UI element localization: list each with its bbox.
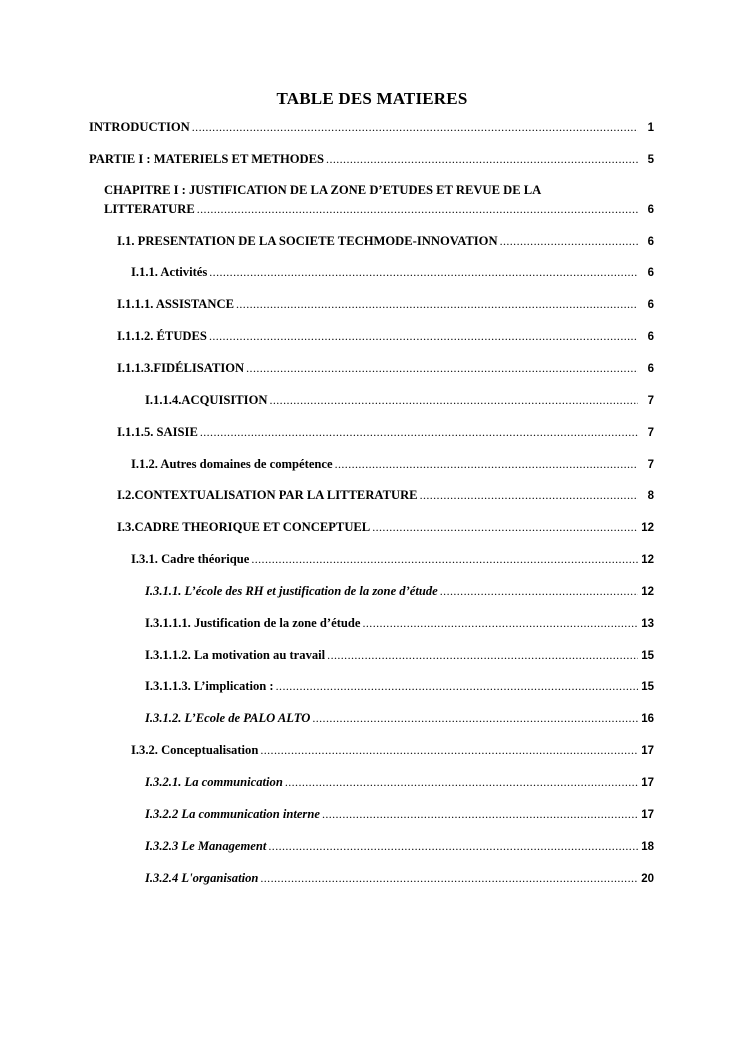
leader-dots [276, 678, 638, 694]
toc-entry[interactable] [89, 151, 654, 168]
toc-page-number: 15 [641, 681, 654, 693]
leader-dots [209, 264, 638, 280]
leader-dots [268, 838, 638, 854]
toc-page-number: 15 [641, 650, 654, 662]
toc-entry[interactable] [131, 456, 654, 473]
leader-dots [260, 742, 638, 758]
toc-entry[interactable] [104, 201, 654, 218]
leader-dots [312, 710, 638, 726]
toc-entry[interactable] [117, 296, 654, 313]
toc-entry[interactable] [145, 647, 654, 664]
toc-entry-title: I.3.1.1.2. La motivation au travail [145, 648, 326, 662]
leader-dots [326, 151, 638, 167]
toc-entry[interactable] [145, 838, 654, 855]
toc-entry-title: I.3.1.1.1. Justification de la zone d’étude [145, 616, 361, 630]
toc-page-number: 12 [641, 554, 654, 566]
toc-page-number: 17 [641, 777, 654, 789]
toc-page-number: 5 [647, 154, 654, 166]
toc-page-number: 6 [647, 236, 654, 248]
toc-entry[interactable] [145, 710, 654, 727]
toc-entry-title: I.3.2.1. La communication [145, 775, 283, 789]
toc-entry[interactable] [131, 264, 654, 281]
toc-entry-title: I.1.1.4.ACQUISITION [145, 393, 268, 407]
leader-dots [197, 201, 638, 217]
toc-page-number: 6 [647, 331, 654, 343]
toc-entry[interactable] [131, 742, 654, 759]
toc-entry[interactable] [145, 615, 654, 632]
toc-entry-title: PARTIE I : MATERIELS ET METHODES [89, 152, 325, 166]
leader-dots [269, 392, 638, 408]
toc-entry-title: I.3.CADRE THEORIQUE ET CONCEPTUEL [117, 520, 371, 534]
toc-entry[interactable] [145, 806, 654, 823]
toc-page-number: 20 [641, 873, 654, 885]
toc-entry-title: I.1. PRESENTATION DE LA SOCIETE TECHMODE-INNOVATION [117, 234, 498, 248]
leader-dots [322, 806, 638, 822]
toc-page-number: 16 [641, 713, 654, 725]
toc-entry[interactable] [145, 392, 654, 409]
toc-entry-title-line1: CHAPITRE I : JUSTIFICATION DE LA ZONE D’ETUDES ET REVUE DE LA [104, 183, 542, 197]
toc-page-number: 12 [641, 522, 654, 534]
toc-entry[interactable] [117, 487, 654, 504]
leader-dots [236, 296, 638, 312]
toc-page-number: 18 [641, 841, 654, 853]
leader-dots [251, 551, 638, 567]
page-title: TABLE DES MATIERES [276, 89, 468, 108]
leader-dots [285, 774, 638, 790]
toc-entry-title: I.3.1.1. L’école des RH et justification de la zone d’étude [145, 584, 438, 598]
toc-page-number: 6 [647, 267, 654, 279]
toc-entry[interactable] [117, 360, 654, 377]
toc-entry[interactable] [131, 551, 654, 568]
toc-entry-title: I.2.CONTEXTUALISATION PAR LA LITTERATURE [117, 488, 418, 502]
toc-page-number: 12 [641, 586, 654, 598]
toc-entry-title: I.1.1. Activités [131, 265, 208, 279]
toc-entry[interactable] [145, 678, 654, 695]
leader-dots [260, 870, 638, 886]
toc-entry-title: I.1.2. Autres domaines de compétence [131, 457, 333, 471]
toc-page-number: 7 [647, 427, 654, 439]
toc-page-number: 8 [647, 490, 654, 502]
toc-entry-title: INTRODUCTION [89, 120, 190, 134]
leader-dots [500, 233, 638, 249]
toc-entry[interactable] [145, 870, 654, 887]
leader-dots [440, 583, 638, 599]
leader-dots [192, 119, 638, 135]
toc-page-number: 17 [641, 809, 654, 821]
leader-dots [363, 615, 639, 631]
toc-entry-title: I.1.1.3.FIDÉLISATION [117, 361, 245, 375]
toc-entry-title: I.3.2.2 La communication interne [145, 807, 320, 821]
toc-page-number: 7 [647, 459, 654, 471]
toc-entry[interactable] [145, 583, 654, 600]
toc-entry-title: LITTERATURE [104, 202, 195, 216]
leader-dots [327, 647, 638, 663]
toc-entry[interactable] [117, 233, 654, 250]
toc-entry[interactable] [117, 424, 654, 441]
leader-dots [200, 424, 638, 440]
toc-entry-title: I.3.2. Conceptualisation [131, 743, 259, 757]
toc-entry[interactable] [117, 328, 654, 345]
toc-entry-title: I.3.2.4 L'organisation [145, 871, 259, 885]
toc-page-number: 6 [647, 204, 654, 216]
toc-entry[interactable] [117, 519, 654, 536]
toc-entry-title: I.3.2.3 Le Management [145, 839, 267, 853]
leader-dots [246, 360, 638, 376]
toc-entry-title: I.1.1.1. ASSISTANCE [117, 297, 234, 311]
toc-page-number: 1 [647, 122, 654, 134]
toc-page-number: 13 [641, 618, 654, 630]
toc-entry[interactable] [89, 119, 654, 136]
toc-page-number: 7 [647, 395, 654, 407]
toc-page-number: 6 [647, 299, 654, 311]
toc-entry-title: I.1.1.2. ÉTUDES [117, 329, 207, 343]
leader-dots [420, 487, 638, 503]
leader-dots [335, 456, 638, 472]
leader-dots [209, 328, 638, 344]
toc-page-number: 6 [647, 363, 654, 375]
toc-entry-title: I.3.1. Cadre théorique [131, 552, 250, 566]
toc-entry[interactable] [145, 774, 654, 791]
toc-entry-title: I.1.1.5. SAISIE [117, 425, 198, 439]
toc-entry-title: I.3.1.2. L’Ecole de PALO ALTO [145, 711, 311, 725]
toc-page-number: 17 [641, 745, 654, 757]
toc-entry-title: I.3.1.1.3. L’implication : [145, 679, 274, 693]
leader-dots [372, 519, 638, 535]
